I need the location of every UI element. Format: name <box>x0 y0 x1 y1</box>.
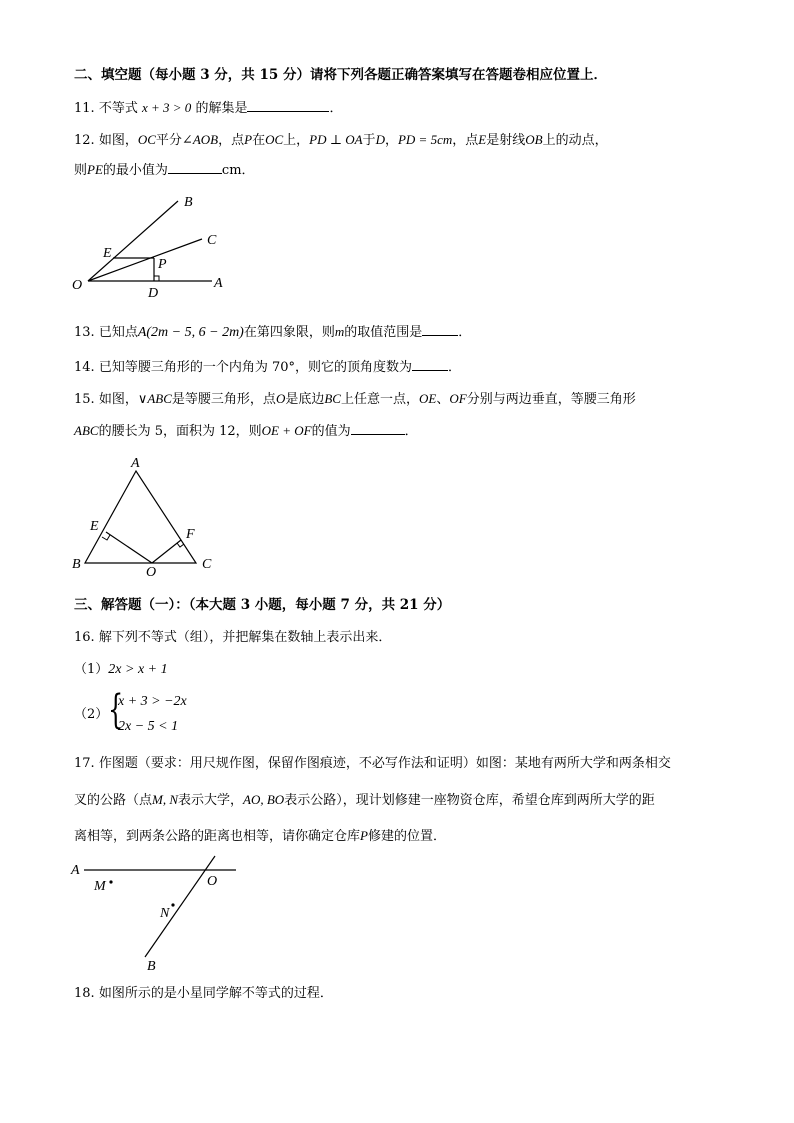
q15-math: ABC <box>74 423 99 438</box>
q11-answer-blank <box>247 99 329 112</box>
q12-text: ． <box>241 163 255 178</box>
q12-math: OC <box>137 132 156 147</box>
q17-number: 17. <box>74 756 95 771</box>
label-e: E <box>90 519 99 534</box>
q16-text: 解下列不等式（组），并把解集在数轴上表示出来． <box>98 630 392 645</box>
q12-figure <box>66 192 236 302</box>
question-17-line3 <box>74 827 446 846</box>
q11-post: 的解集是 <box>195 101 248 116</box>
triangle-abc <box>85 471 196 563</box>
q12-math: ∠AOB <box>181 132 219 147</box>
q12-text: 平分 <box>155 133 182 148</box>
q15-math: OF <box>449 391 467 406</box>
label-a: A <box>214 276 223 291</box>
q15-text: 是底边 <box>285 392 325 407</box>
label-b: B <box>184 195 193 210</box>
q11-expr: x + 3 > 0 <box>141 100 192 115</box>
q14-answer-blank <box>412 358 448 371</box>
q16-part2-ineq2: 2x − 5 < 1 <box>118 719 179 734</box>
q17-math: P <box>360 828 368 843</box>
q15-text: ． <box>404 424 418 439</box>
q15-figure <box>66 452 226 578</box>
q12-unit: cm <box>221 163 242 178</box>
q12-text: 在 <box>252 133 266 148</box>
label-o: O <box>72 278 83 293</box>
question-17-line2 <box>74 791 655 810</box>
q12-text: 上的动点， <box>542 133 608 148</box>
q16-part1-label: （1） <box>74 662 109 677</box>
question-12-line2 <box>74 161 255 180</box>
q13-number: 13. <box>74 325 95 340</box>
label-n: N <box>160 906 170 921</box>
q13-text: 的取值范围是 <box>344 325 423 340</box>
q15-math: OE + OF <box>261 423 312 438</box>
label-f: F <box>186 527 195 542</box>
q17-text: 修建的位置． <box>367 829 446 844</box>
q17-text: 离相等，到两条公路的距离也相等，请你确定仓库 <box>74 829 361 844</box>
point-m <box>109 880 112 883</box>
q15-math: BC <box>324 391 341 406</box>
label-o: O <box>207 874 218 889</box>
q15-text: 上任意一点， <box>340 392 419 407</box>
q12-text: 上， <box>283 133 310 148</box>
q17-text: 表示大学， <box>178 793 244 808</box>
q12-text: 于 <box>362 133 376 148</box>
label-b: B <box>72 557 81 572</box>
segment-of <box>152 540 181 563</box>
label-p: P <box>158 257 167 272</box>
q12-text: 如图， <box>98 133 138 148</box>
label-c: C <box>207 233 217 248</box>
label-b: B <box>147 959 156 973</box>
q16-part1 <box>74 661 168 679</box>
road-bo <box>145 856 218 957</box>
q12-number: 12. <box>74 133 95 148</box>
right-angle-mark <box>154 276 159 281</box>
q12-math: PD = 5cm <box>397 132 453 147</box>
q17-text: 表示公路），现计划修建一座物资仓库，希望仓库到两所大学的距 <box>284 793 655 808</box>
q13-var: m <box>334 324 345 339</box>
q16-part1-expr: 2x > x + 1 <box>108 662 168 677</box>
q13-text: 在第四象限，则 <box>243 325 335 340</box>
system-brace: { <box>108 687 124 733</box>
q16-part2-ineq1: x + 3 > −2x <box>118 694 187 709</box>
q13-text: ． <box>458 325 472 340</box>
label-o: O <box>146 565 157 578</box>
q15-text: 如图， <box>98 392 138 407</box>
section2-heading: 二、填空题（每小题 3 分，共 15 分）请将下列各题正确答案填写在答题卷相应位置上． <box>74 67 607 83</box>
q13-point: A(2m − 5, 6 − 2m) <box>137 325 244 340</box>
q11-number: 11. <box>74 101 95 116</box>
q12-math: OC <box>265 132 284 147</box>
q12-text: 则 <box>74 163 88 178</box>
right-angle-mark-e <box>102 535 110 540</box>
q15-text: 、 <box>436 392 450 407</box>
q17-math: M, N <box>152 792 179 807</box>
q11-end: ． <box>329 101 343 116</box>
q15-answer-blank <box>351 422 405 435</box>
label-c: C <box>202 557 212 572</box>
q12-math: D <box>375 132 385 147</box>
q16-number: 16. <box>74 630 95 645</box>
question-13 <box>74 323 471 342</box>
q15-text: 的值为 <box>311 424 351 439</box>
q15-math: OE <box>418 391 437 406</box>
q12-math: E <box>478 132 487 147</box>
question-17-line1 <box>74 755 671 773</box>
q18-number: 18. <box>74 986 95 1001</box>
q15-text: 分别与两边垂直，等腰三角形 <box>466 392 636 407</box>
q12-answer-blank <box>168 161 222 174</box>
question-16 <box>74 629 391 647</box>
q12-text: 是射线 <box>486 133 526 148</box>
segment-oe <box>106 532 152 563</box>
question-15-line1 <box>74 390 636 409</box>
q12-text: ，点 <box>218 133 245 148</box>
q11-pre: 不等式 <box>98 101 138 116</box>
label-a: A <box>131 456 140 471</box>
q15-math: ∨ABC <box>137 391 172 406</box>
section3-heading: 三、解答题（一）：（本大题 3 小题，每小题 7 分，共 21 分） <box>74 597 451 613</box>
q14-text: 已知等腰三角形的一个内角为 70°，则它的顶角度数为 <box>98 360 413 375</box>
q15-number: 15. <box>74 392 95 407</box>
question-12-line1 <box>74 131 608 150</box>
q14-text: ． <box>448 360 462 375</box>
q17-text: 叉的公路（点 <box>74 793 153 808</box>
q15-math: O <box>275 391 286 406</box>
q12-math: OB <box>525 132 543 147</box>
label-m: M <box>94 879 106 894</box>
q14-number: 14. <box>74 360 95 375</box>
q12-text: ， <box>384 133 398 148</box>
q17-figure <box>66 853 246 973</box>
q15-text: 的腰长为 5，面积为 12，则 <box>98 424 262 439</box>
q18-text: 如图所示的是小星同学解不等式的过程． <box>98 986 333 1001</box>
q12-math: P <box>244 132 253 147</box>
q12-text: 的最小值为 <box>102 163 168 178</box>
label-e: E <box>103 246 112 261</box>
q12-math: PE <box>87 162 103 177</box>
q12-math: PD ⊥ OA <box>309 132 363 147</box>
point-n <box>171 903 174 906</box>
question-18 <box>74 985 333 1003</box>
label-a: A <box>71 863 80 878</box>
label-d: D <box>148 286 159 301</box>
q13-answer-blank <box>422 323 458 336</box>
q17-text: 作图题（要求：用尺规作图，保留作图痕迹，不必写作法和证明）如图：某地有两所大学和两条相交 <box>98 756 671 771</box>
question-11 <box>74 99 342 118</box>
q12-text: ，点 <box>452 133 479 148</box>
question-14 <box>74 358 461 377</box>
q16-part2-label: （2） <box>74 707 109 722</box>
question-15-line2 <box>74 422 418 441</box>
q13-text: 已知点 <box>98 325 138 340</box>
q17-math: AO, BO <box>243 792 285 807</box>
q15-text: 是等腰三角形，点 <box>171 392 276 407</box>
